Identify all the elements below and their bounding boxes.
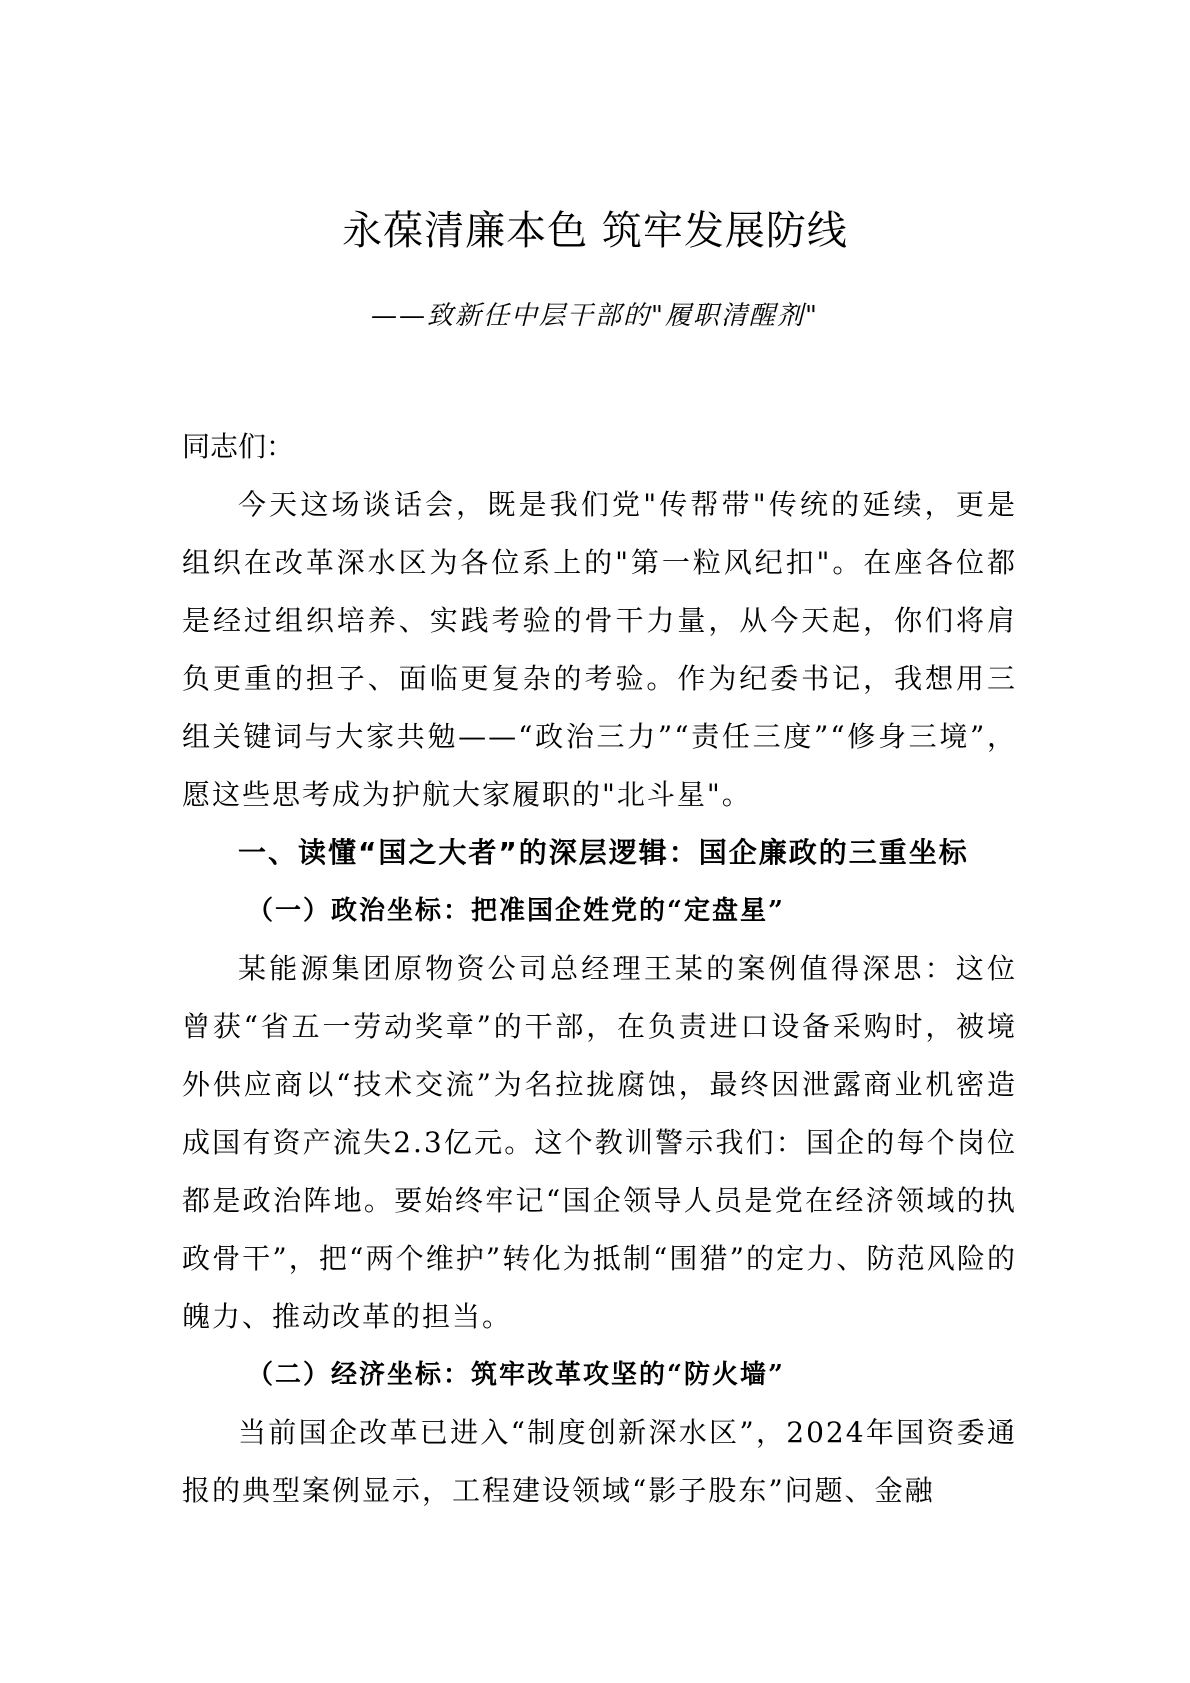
salutation: 同志们： [182, 430, 295, 463]
document-title: 永葆清廉本色 筑牢发展防线 [342, 208, 848, 254]
subsection-heading-economic: （二）经济坐标：筑牢改革攻坚的“防火墙” [247, 1360, 785, 1390]
section-heading-one: 一、读懂“国之大者”的深层逻辑：国企廉政的三重坐标 [238, 836, 969, 869]
economic-intro-paragraph: 当前国企改革已进入“制度创新深水区”，2024年国资委通报的典型案例显示，工程建设领域“影子股东”问题、金融 [182, 1416, 1017, 1507]
document-subtitle: ——致新任中层干部的"履职清醒剂" [371, 301, 819, 331]
subsection-heading-political: （一）政治坐标：把准国企姓党的“定盘星” [247, 896, 785, 926]
intro-paragraph: 今天这场谈话会，既是我们党"传帮带"传统的延续，更是组织在改革深水区为各位系上的"第一粒风纪扣"。在座各位都是经过组织培养、实践考验的骨干力量，从今天起，你们将肩负更重的担子、面临更复杂的考验。作为纪委书记，我想用三组关键词与大家共勉——“政治三力”“责任三度”“修身三境”，愿这些思考成为护航大家履职的"北斗星"。 [182, 488, 1017, 811]
document-body [182, 418, 1017, 1520]
political-case-paragraph: 某能源集团原物资公司总经理王某的案例值得深思：这位曾获“省五一劳动奖章”的干部，在负责进口设备采购时，被境外供应商以“技术交流”为名拉拢腐蚀，最终因泄露商业机密造成国有资产流失2.3亿元。这个教训警示我们：国企的每个岗位都是政治阵地。要始终牢记“国企领导人员是党在经济领域的执政骨干”，把“两个维护”转化为抵制“围猎”的定力、防范风险的魄力、推动改革的担当。 [182, 952, 1017, 1333]
